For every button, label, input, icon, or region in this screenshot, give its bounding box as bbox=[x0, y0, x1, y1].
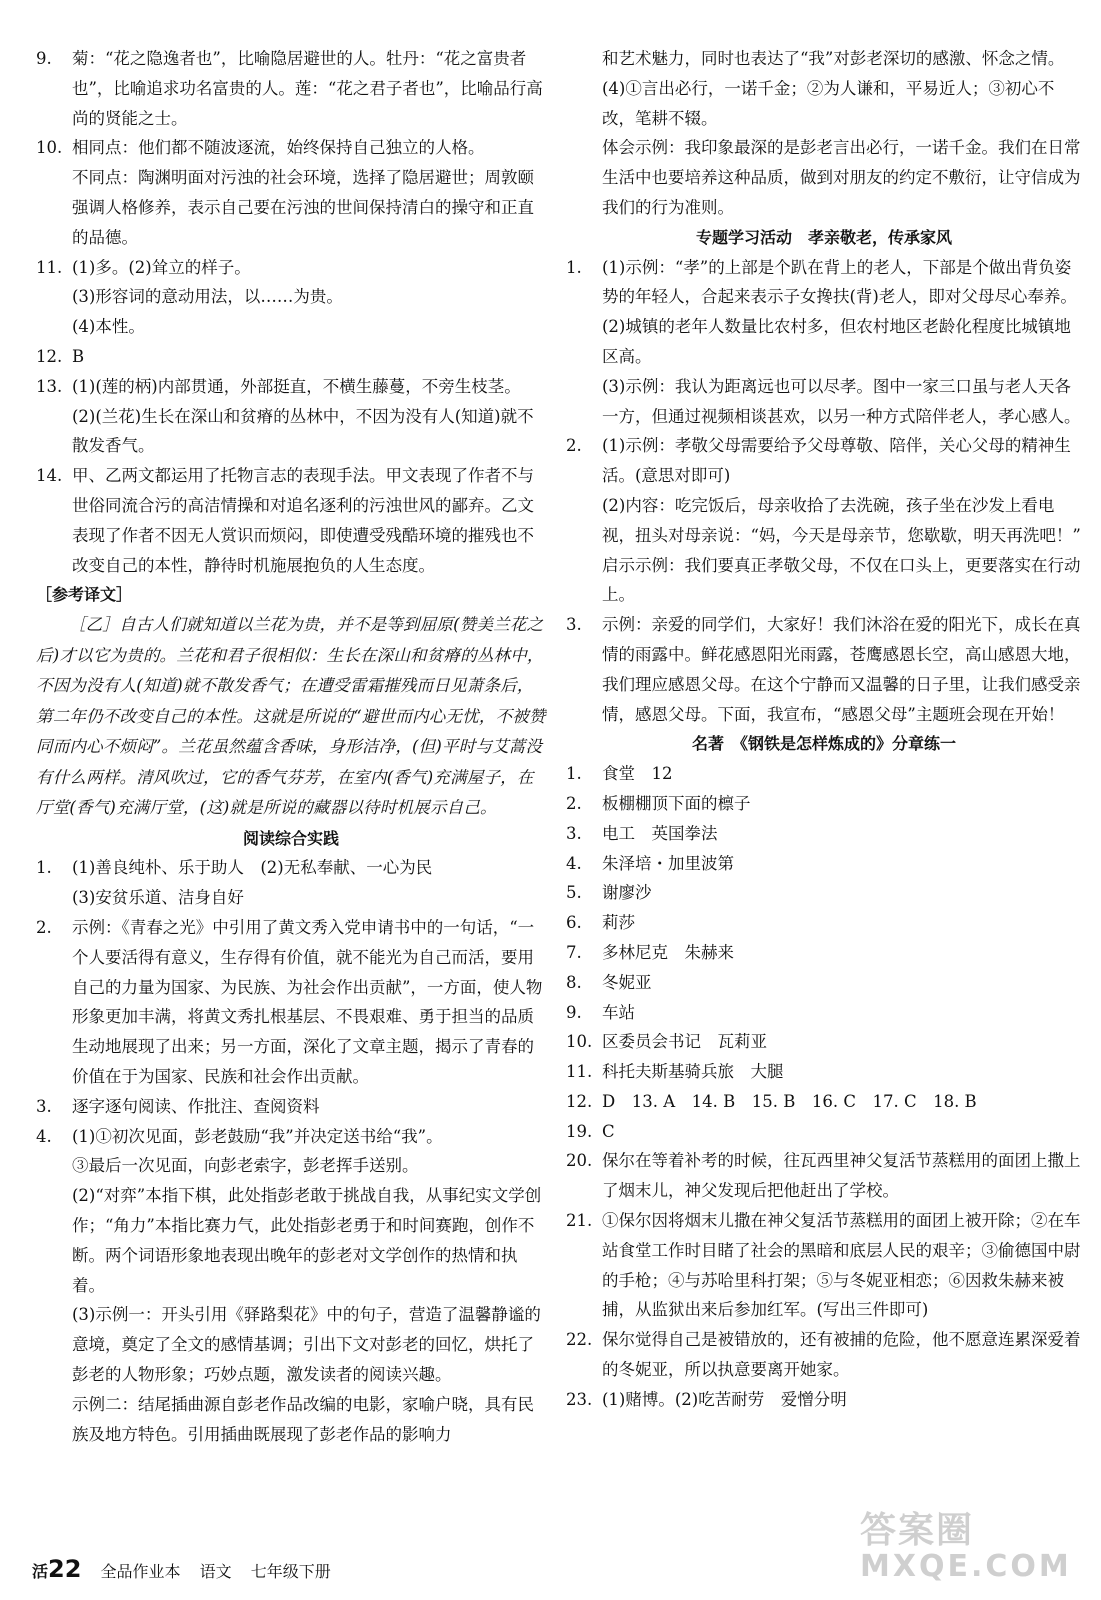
answer-number: 3. bbox=[566, 823, 582, 843]
answer-number: 1. bbox=[566, 257, 582, 277]
reading-answer-1 bbox=[36, 853, 546, 913]
answer-text: 电工 英国拳法 bbox=[602, 823, 718, 843]
answer-13 bbox=[36, 372, 546, 461]
answer-number: 11. bbox=[566, 1062, 593, 1082]
reading-answer-4 bbox=[36, 1122, 546, 1450]
answer-text: 板棚棚顶下面的檩子 bbox=[602, 793, 751, 813]
list-item bbox=[566, 1385, 1082, 1415]
answer-continuation bbox=[566, 44, 1082, 223]
list-item bbox=[566, 819, 1082, 849]
left-column bbox=[36, 44, 546, 1449]
answer-text: (2)城镇的老年人数量比农村多，但农村地区老龄化程度比城镇地区高。 bbox=[602, 317, 1071, 366]
answer-text: (4)本性。 bbox=[72, 317, 145, 337]
answer-number: 4. bbox=[566, 853, 582, 873]
answer-number: 1. bbox=[36, 858, 52, 878]
answer-number: 12. bbox=[36, 346, 63, 366]
watermark-text: 答案圈 bbox=[860, 1510, 975, 1551]
answer-text: 示例：亲爱的同学们，大家好！我们沐浴在爱的阳光下，成长在真情的雨露中。鲜花感恩阳光雨露，苍鹰感恩长空，高山感恩大地，我们理应感恩父母。在这个宁静而又温馨的日子里，让我们感受亲情，感恩父母。下面，我宣布，“感恩父母”主题班会现在开始！ bbox=[602, 615, 1081, 724]
answer-number: 4. bbox=[36, 1126, 52, 1146]
section-title-topic-activity: 专题学习活动 孝亲敬老，传承家风 bbox=[695, 227, 952, 247]
answer-text: (3)示例：我认为距离远也可以尽孝。图中一家三口虽与老人天各一方，但通过视频相谈甚欢，以另一种方式陪伴老人，孝心感人。 bbox=[602, 376, 1081, 426]
answer-number: 7. bbox=[566, 942, 582, 962]
answer-text: 示例二：结尾插曲源自彭老作品改编的电影，家喻户晓，具有民族及地方特色。引用插曲既展现了彭老作品的影响力 bbox=[72, 1394, 534, 1444]
answer-number: 2. bbox=[36, 918, 52, 938]
answer-text: 区委员会书记 瓦莉亚 bbox=[602, 1032, 767, 1052]
answer-number: 11. bbox=[36, 257, 63, 277]
list-item bbox=[566, 878, 1082, 908]
answer-text: 相同点：他们都不随波逐流，始终保持自己独立的人格。 bbox=[72, 138, 485, 158]
list-item bbox=[566, 998, 1082, 1028]
classic-answers-list bbox=[566, 759, 1082, 1415]
answer-14 bbox=[36, 461, 546, 580]
list-item bbox=[566, 1146, 1082, 1206]
answer-text: 菊：“花之隐逸者也”，比喻隐居避世的人。牡丹：“花之富贵者也”，比喻追求功名富贵的人。莲：“花之君子者也”，比喻品行高尚的贤能之士。 bbox=[72, 49, 543, 128]
answer-text: (1)赌博。(2)吃苦耐劳 爱憎分明 bbox=[602, 1389, 847, 1409]
list-item bbox=[566, 1206, 1082, 1325]
answer-text: ③最后一次见面，向彭老索字，彭老挥手送别。 bbox=[72, 1156, 419, 1176]
answer-text: (3)形容词的意动用法，以……为贵。 bbox=[72, 287, 343, 307]
answer-text: 莉莎 bbox=[602, 913, 635, 933]
answer-text: 示例：《青春之光》中引用了黄文秀入党申请书中的一句话，“一个人要活得有意义，生存得有价值，就不能光为自己而活，要用自己的力量为国家、为民族、为社会作出贡献”，一方面，使人物形象更加丰满，将黄文秀扎根基层、不畏艰难、勇于担当的品质生动地展现了出来；另一方面，深化了文章主题，揭示了青春的价值在于为国家、民族和社会作出贡献。 bbox=[72, 918, 543, 1087]
list-item bbox=[566, 1325, 1082, 1385]
answer-number: 9. bbox=[36, 49, 52, 68]
footer-book-title: 全品作业本 bbox=[100, 1562, 181, 1581]
answer-text: (1)(莲的柄)内部贯通，外部挺直，不横生藤蔓，不旁生枝茎。 bbox=[72, 376, 521, 396]
page-footer bbox=[32, 1555, 552, 1591]
answer-text: 不同点：陶渊明面对污浊的社会环境，选择了隐居避世；周敦颐强调人格修养，表示自己要在污浊的世间保持清白的操守和正直的品德。 bbox=[72, 168, 534, 247]
answer-text: 体会示例：我印象最深的是彭老言出必行，一诺千金。我们在日常生活中也要培养这种品质，做到对朋友的约定不敷衍，让守信成为我们的行为准则。 bbox=[602, 138, 1081, 217]
answer-number: 10. bbox=[36, 138, 63, 158]
watermark-logo bbox=[860, 1502, 1090, 1592]
section-title-reading-practice: 阅读综合实践 bbox=[242, 828, 339, 848]
answer-number: 19. bbox=[566, 1121, 593, 1141]
reading-answer-2 bbox=[36, 913, 546, 1092]
answer-text: 多林尼克 朱赫来 bbox=[602, 942, 734, 962]
answer-text: (2)“对弈”本指下棋，此处指彭老敢于挑战自我，从事纪实文学创作；“角力”本指比赛力气，此处指彭老勇于和时间赛跑，创作不断。两个词语形象地表现出晚年的彭老对文学创作的热情和执着。 bbox=[72, 1186, 542, 1295]
answer-number: 10. bbox=[566, 1032, 593, 1052]
list-item bbox=[566, 759, 1082, 789]
reading-answer-3 bbox=[36, 1092, 546, 1122]
reference-translation-text: ［乙］自古人们就知道以兰花为贵，并不是等到屈原(赞美兰花之后)才以它为贵的。兰花和君子很相似：生长在深山和贫瘠的丛林中，不因为没有人(知道)就不散发香气；在遭受雷霜摧残而日见萧条后，第二年仍不改变自己的本性。这就是所说的“避世而内心无忧，不被赞同而内心不烦闷”。兰花虽然蕴含香味，身形洁净，(但)平时与艾蒿没有什么两样。清风吹过，它的香气芬芳，在室内(香气)充满屋子，在厅堂(香气)充满厅堂，(这)就是所说的藏器以待时机展示自己。 bbox=[36, 615, 546, 818]
footer-prefix: 活22 bbox=[32, 1555, 82, 1583]
answer-number: 12. bbox=[566, 1091, 593, 1111]
answer-text: 食堂 12 bbox=[602, 764, 673, 784]
answer-text: (2)(兰花)生长在深山和贫瘠的丛林中，不因为没有人(知道)就不散发香气。 bbox=[72, 406, 534, 456]
list-item bbox=[566, 938, 1082, 968]
answer-number: 3. bbox=[566, 615, 582, 635]
reference-translation-title: ［参考译文］ bbox=[36, 585, 133, 605]
answer-number: 1. bbox=[566, 764, 582, 784]
answer-12 bbox=[36, 342, 546, 372]
answer-number: 2. bbox=[566, 793, 582, 813]
answer-number: 13. bbox=[36, 376, 63, 396]
answer-text: D 13. A 14. B 15. B 16. C 17. C 18. B bbox=[602, 1091, 977, 1111]
answer-text: (1)示例：孝敬父母需要给予父母尊敬、陪伴，关心父母的精神生活。(意思对即可) bbox=[602, 436, 1071, 486]
answer-text: 朱泽培・加里波第 bbox=[602, 853, 734, 873]
answer-number: 2. bbox=[566, 436, 582, 456]
answer-text: (2)内容：吃完饭后，母亲收拾了去洗碗，孩子坐在沙发上看电视，扭头对母亲说：“妈，今天是母亲节，您歇歇，明天再洗吧！” bbox=[602, 495, 1081, 545]
answer-text: (1)多。(2)耸立的样子。 bbox=[72, 257, 251, 277]
answer-number: 22. bbox=[566, 1330, 593, 1350]
list-item bbox=[566, 1087, 1082, 1117]
list-item bbox=[566, 849, 1082, 879]
answer-text: 谢廖沙 bbox=[602, 883, 652, 903]
watermark-url: MXQE.COM bbox=[860, 1549, 1072, 1584]
answer-number: 6. bbox=[566, 913, 582, 933]
section-title-classic-reading: 名著 《钢铁是怎样炼成的》分章练一 bbox=[691, 734, 956, 754]
page-number: 22 bbox=[48, 1555, 82, 1583]
answer-number: 8. bbox=[566, 972, 582, 992]
answer-number: 3. bbox=[36, 1096, 52, 1116]
answer-text: 甲、乙两文都运用了托物言志的表现手法。甲文表现了作者不与世俗同流合污的高洁情操和对追名逐利的污浊世风的鄙弃。乙文表现了作者不因无人赏识而烦闷，即使遭受残酷环境的摧残也不改变自己的本性，静待时机施展抱负的人生态度。 bbox=[72, 466, 534, 575]
answer-text: 和艺术魅力，同时也表达了“我”对彭老深切的感激、怀念之情。 bbox=[602, 49, 1065, 68]
list-item bbox=[566, 789, 1082, 819]
answer-text: 启示示例：我们要真正孝敬父母，不仅在口头上，更要落实在行动上。 bbox=[602, 555, 1081, 605]
answer-text: (1)①初次见面，彭老鼓励“我”并决定送书给“我”。 bbox=[72, 1126, 443, 1146]
answer-text: 车站 bbox=[602, 1002, 635, 1022]
list-item bbox=[566, 968, 1082, 998]
answer-text: 保尔觉得自己是被错放的，还有被捕的危险，他不愿意连累深爱着的冬妮亚，所以执意要离开她家。 bbox=[602, 1330, 1081, 1380]
answer-text: (1)示例：“孝”的上部是个趴在背上的老人，下部是个做出背负姿势的年轻人，合起来表示子女搀扶(背)老人，即对父母尽心奉养。 bbox=[602, 257, 1077, 307]
answer-text: B bbox=[72, 346, 85, 366]
answer-text: ①保尔因将烟末儿撒在神父复活节蒸糕用的面团上被开除；②在车站食堂工作时目睹了社会的黑暗和底层人民的艰辛；③偷德国中尉的手枪；④与苏哈里科打架；⑤与冬妮亚相恋；⑥因救朱赫来被捕，从监狱出来后参加红军。(写出三件即可) bbox=[602, 1211, 1081, 1320]
answer-number: 14. bbox=[36, 466, 63, 486]
list-item bbox=[566, 1117, 1082, 1147]
answer-number: 23. bbox=[566, 1389, 593, 1409]
answer-text: (4)①言出必行，一诺千金；②为人谦和，平易近人；③初心不改，笔耕不辍。 bbox=[602, 78, 1055, 128]
answer-9 bbox=[36, 44, 546, 133]
answer-text: 逐字逐句阅读、作批注、查阅资料 bbox=[72, 1096, 320, 1116]
answer-text: 冬妮亚 bbox=[602, 972, 652, 992]
answer-10 bbox=[36, 133, 546, 252]
answer-number: 21. bbox=[566, 1211, 593, 1231]
activity-answer-3 bbox=[566, 610, 1082, 729]
answer-text: (3)示例一：开头引用《驿路梨花》中的句子，营造了温馨静谧的意境，奠定了全文的感情基调；引出下文对彭老的回忆，烘托了彭老的人物形象；巧妙点题，激发读者的阅读兴趣。 bbox=[72, 1305, 541, 1384]
right-column bbox=[566, 44, 1082, 1415]
answer-number: 5. bbox=[566, 883, 582, 903]
list-item bbox=[566, 908, 1082, 938]
answer-text: C bbox=[602, 1121, 615, 1141]
activity-answer-1 bbox=[566, 253, 1082, 432]
footer-grade: 七年级下册 bbox=[250, 1562, 331, 1581]
answer-number: 9. bbox=[566, 1002, 582, 1022]
list-item bbox=[566, 1057, 1082, 1087]
answer-text: (1)善良纯朴、乐于助人 (2)无私奉献、一心为民 bbox=[72, 858, 433, 878]
footer-subject: 语文 bbox=[199, 1562, 232, 1581]
answer-number: 20. bbox=[566, 1151, 593, 1171]
activity-answer-2 bbox=[566, 431, 1082, 610]
list-item bbox=[566, 1027, 1082, 1057]
answer-text: 保尔在等着补考的时候，往瓦西里神父复活节蒸糕用的面团上撒上了烟末儿，神父发现后把他赶出了学校。 bbox=[602, 1151, 1081, 1201]
answer-11 bbox=[36, 253, 546, 342]
answer-text: (3)安贫乐道、洁身自好 bbox=[72, 888, 244, 908]
answer-text: 科托夫斯基骑兵旅 大腿 bbox=[602, 1062, 784, 1082]
